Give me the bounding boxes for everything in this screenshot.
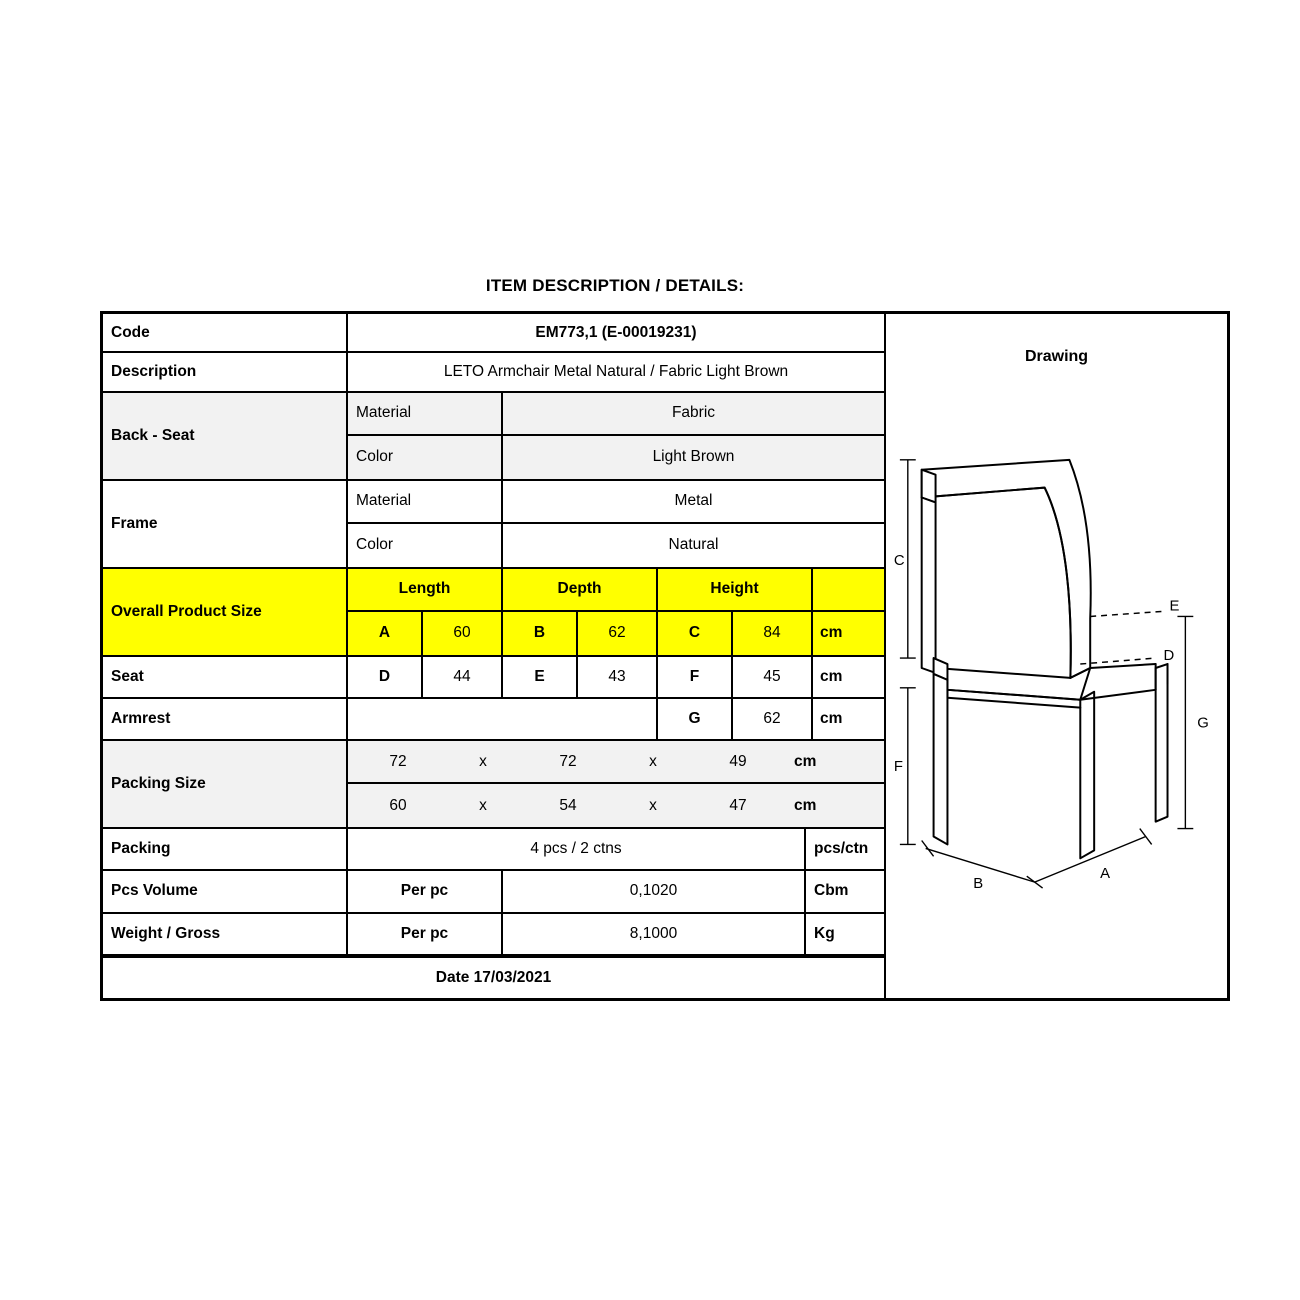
packing-size-x-1a: x [479, 752, 487, 770]
frame-color-row [348, 524, 884, 567]
drawing-label-b: B [973, 876, 984, 893]
seat-f-letter: F [658, 657, 733, 697]
weight-unit: Kg [814, 924, 835, 942]
packing-size-x-2b: x [649, 796, 657, 814]
back-seat-material-row [348, 393, 884, 436]
seat-dimensions [348, 657, 884, 697]
overall-c-letter: C [658, 612, 733, 655]
drawing-label-a: A [1100, 866, 1111, 883]
packing-size-row [348, 741, 884, 784]
back-seat-color-row [348, 436, 884, 479]
packing-size-label: Packing Size [103, 741, 348, 827]
packing-size-width-1: 72 [559, 752, 577, 770]
frame-material-value: Metal [674, 492, 713, 510]
page-title: ITEM DESCRIPTION / DETAILS: [485, 276, 745, 295]
back-seat-subtable [348, 393, 884, 479]
overall-size-header-row [348, 569, 884, 612]
table-row-seat [103, 657, 884, 699]
drawing-title: Drawing [1024, 348, 1089, 365]
table-row-armrest [103, 699, 884, 741]
armrest-unit: cm [820, 710, 843, 728]
overall-size-subtable [348, 569, 884, 655]
packing-size-length-1: 72 [389, 752, 407, 770]
frame-color-label: Color [348, 524, 503, 567]
pcs-volume-per: Per pc [348, 871, 503, 911]
table-row [103, 314, 884, 353]
table-row [103, 393, 884, 481]
pcs-volume-unit: Cbm [814, 882, 849, 900]
armrest-g-value: 62 [733, 699, 813, 739]
overall-c-value: 84 [733, 612, 813, 655]
back-seat-material-label: Material [348, 393, 503, 434]
description-value: LETO Armchair Metal Natural / Fabric Light Brown [443, 363, 789, 381]
frame-subtable [348, 481, 884, 567]
weight-value: 8,1000 [503, 914, 806, 954]
table-row-packing [103, 829, 884, 871]
code-value: EM773,1 (E-00019231) [535, 323, 697, 341]
drawing-label-c: C [893, 552, 905, 569]
drawing-label-d: D [1163, 648, 1175, 665]
seat-d-value: 44 [423, 657, 503, 697]
packing-unit: pcs/ctn [814, 840, 869, 858]
packing-size-subtable [348, 741, 884, 827]
seat-d-letter: D [348, 657, 423, 697]
frame-material-row [348, 481, 884, 524]
overall-depth-header: Depth [503, 569, 658, 610]
packing-size-length-2: 60 [389, 796, 407, 814]
back-seat-label: Back - Seat [103, 393, 348, 479]
packing-value: 4 pcs / 2 ctns [348, 829, 806, 869]
drawing-label-g: G [1197, 715, 1209, 732]
armrest-label: Armrest [103, 699, 348, 739]
overall-size-label: Overall Product Size [103, 569, 348, 655]
weight-per: Per pc [348, 914, 503, 954]
packing-label: Packing [103, 829, 348, 869]
seat-f-value: 45 [733, 657, 813, 697]
chair-technical-drawing [886, 368, 1227, 968]
seat-e-value: 43 [578, 657, 658, 697]
weight-label: Weight / Gross [103, 914, 348, 954]
table-row-overall-size [103, 569, 884, 657]
date-row: Date 17/03/2021 [103, 956, 884, 998]
back-seat-color-label: Color [348, 436, 503, 479]
pcs-volume-value: 0,1020 [503, 871, 806, 911]
drawing-panel [886, 314, 1227, 998]
code-label: Code [103, 314, 348, 351]
overall-header-unit-blank [813, 569, 881, 610]
description-label: Description [103, 353, 348, 390]
packing-size-width-2: 54 [559, 796, 577, 814]
table-row [103, 481, 884, 569]
seat-e-letter: E [503, 657, 578, 697]
armrest-empty-cell [348, 699, 658, 739]
packing-size-height-1: 49 [729, 752, 747, 770]
overall-b-value: 62 [578, 612, 658, 655]
packing-size-row [348, 784, 884, 827]
seat-label: Seat [103, 657, 348, 697]
overall-size-value-row [348, 612, 884, 655]
frame-material-label: Material [348, 481, 503, 522]
seat-unit: cm [820, 667, 843, 685]
pcs-volume-label: Pcs Volume [103, 871, 348, 911]
overall-a-value: 60 [423, 612, 503, 655]
overall-length-header: Length [348, 569, 503, 610]
back-seat-color-value: Light Brown [652, 448, 735, 466]
packing-size-x-2a: x [479, 796, 487, 814]
overall-height-header: Height [658, 569, 813, 610]
table-row [103, 353, 884, 392]
spec-table [100, 311, 1230, 1001]
overall-b-letter: B [503, 612, 578, 655]
drawing-label-f: F [893, 759, 904, 776]
packing-size-unit-2: cm [794, 796, 817, 814]
frame-color-value: Natural [668, 536, 719, 554]
table-row-pcs-volume [103, 871, 884, 913]
packing-size-height-2: 47 [729, 796, 747, 814]
frame-label: Frame [103, 481, 348, 567]
table-row-weight [103, 914, 884, 956]
back-seat-material-value: Fabric [671, 404, 716, 422]
packing-size-unit-1: cm [794, 752, 817, 770]
table-row-packing-size [103, 741, 884, 829]
table-left-column [103, 314, 886, 998]
packing-size-x-1b: x [649, 752, 657, 770]
overall-a-letter: A [348, 612, 423, 655]
armrest-dimensions [348, 699, 884, 739]
drawing-label-e: E [1169, 598, 1180, 615]
armrest-g-letter: G [658, 699, 733, 739]
overall-unit: cm [820, 624, 843, 642]
